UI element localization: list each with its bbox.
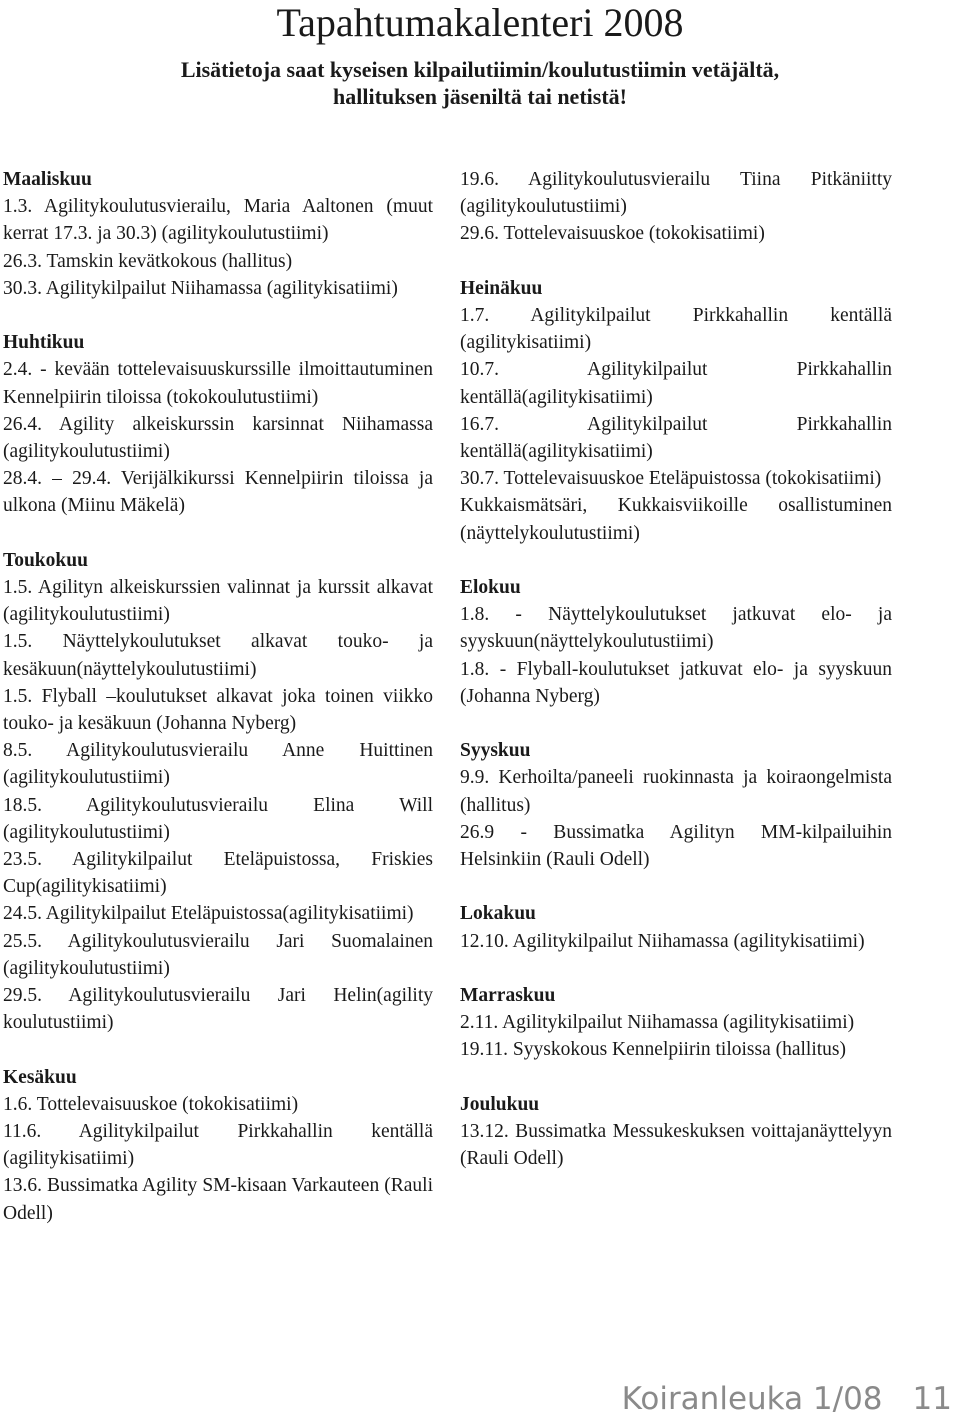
page-title: Tapahtumakalenteri 2008 (276, 0, 684, 45)
event-entry: 30.7. Tottelevaisuuskoe Eteläpuistossa (tokokisatiimi) (460, 468, 882, 490)
event-entry: 18.5. Agilitykoulutusvierailu Elina Will (agilitykoulutustiimi) (3, 794, 433, 843)
event-entry: 12.10. Agilitykilpailut Niihamassa (agilitykisatiimi) (460, 930, 865, 952)
subtitle (40, 56, 920, 110)
month-heading: Huhtikuu (3, 332, 85, 354)
month-section (460, 900, 892, 954)
month-section (3, 1064, 433, 1227)
magazine-name: Koiranleuka 1/08 (621, 1381, 883, 1417)
event-entry: 1.5. Näyttelykoulutukset alkavat touko- ja kesäkuun(näyttelykoulutustiimi) (3, 631, 433, 680)
month-section (3, 166, 433, 302)
event-entry: 1.5. Agilityn alkeiskurssien valinnat ja kurssit alkavat (agilitykoulutustiimi) (3, 577, 433, 626)
event-entry: 26.3. Tamskin kevätkokous (hallitus) (3, 250, 293, 272)
month-heading: Lokakuu (460, 903, 536, 925)
event-entry: 10.7. Agilitykilpailut Pirkkahallin kentällä(agilitykisatiimi) (460, 359, 892, 408)
month-section (460, 574, 892, 710)
event-entry: 1.5. Flyball –koulutukset alkavat joka toinen viikko touko- ja kesäkuun (Johanna Nyberg) (3, 685, 433, 735)
event-entry: 1.8. - Näyttelykoulutukset jatkuvat elo- ja syyskuun(näyttelykoulutustiimi) (460, 604, 892, 653)
month-heading: Elokuu (460, 577, 521, 599)
month-section (3, 329, 433, 519)
event-entry: 1.8. - Flyball-koulutukset jatkuvat elo- ja syyskuun (Johanna Nyberg) (460, 658, 892, 707)
event-entry: 28.4. – 29.4. Verijälkikurssi Kennelpiirin tiloissa ja ulkona (Miinu Mäkelä) (3, 468, 433, 517)
event-entry: 26.9 - Bussimatka Agilityn MM-kilpailuihin Helsinkiin (Rauli Odell) (460, 821, 892, 871)
month-section (460, 166, 892, 248)
event-entry: 26.4. Agility alkeiskurssin karsinnat Niihamassa (agilitykoulutustiimi) (3, 413, 433, 463)
event-entry: 8.5. Agilitykoulutusvierailu Anne Huittinen (agilitykoulutustiimi) (3, 740, 433, 789)
page-number: 11 (912, 1381, 952, 1417)
event-entry: 1.6. Tottelevaisuuskoe (tokokisatiimi) (3, 1093, 299, 1115)
month-heading: Joulukuu (460, 1093, 540, 1115)
event-entry: 13.12. Bussimatka Messukeskuksen voittajanäyttelyyn (Rauli Odell) (460, 1121, 892, 1170)
left-column (3, 166, 433, 1254)
month-section (460, 737, 892, 873)
event-entry: 30.3. Agilitykilpailut Niihamassa (agilitykisatiimi) (3, 277, 398, 299)
month-section (460, 1091, 892, 1173)
footer (622, 1380, 952, 1418)
month-heading: Toukokuu (3, 549, 88, 571)
month-section (460, 982, 892, 1064)
event-entry: 2.4. - kevään tottelevaisuuskurssille ilmoittautuminen Kennelpiirin tiloissa (tokokoulutustiimi) (3, 359, 433, 408)
month-heading: Heinäkuu (460, 277, 543, 299)
event-entry: 25.5. Agilitykoulutusvierailu Jari Suomalainen (agilitykoulutustiimi) (3, 930, 433, 979)
event-entry: 16.7. Agilitykilpailut Pirkkahallin kentällä(agilitykisatiimi) (460, 413, 892, 463)
event-entry: 9.9. Kerhoilta/paneeli ruokinnasta ja koiraongelmista (hallitus) (460, 767, 892, 816)
event-entry: 19.6. Agilitykoulutusvierailu Tiina Pitkäniitty (agilitykoulutustiimi) (460, 169, 892, 218)
event-entry: 2.11. Agilitykilpailut Niihamassa (agilitykisatiimi) (460, 1012, 855, 1034)
event-entry: 29.6. Tottelevaisuuskoe (tokokisatiimi) (460, 223, 765, 245)
month-section (3, 547, 433, 1037)
month-heading: Maaliskuu (3, 169, 92, 190)
event-entry: 24.5. Agilitykilpailut Eteläpuistossa(agilitykisatiimi) (3, 903, 414, 925)
event-entry: 29.5. Agilitykoulutusvierailu Jari Helin(agility koulutustiimi) (3, 985, 433, 1034)
event-entry: 19.11. Syyskokous Kennelpiirin tiloissa (hallitus) (460, 1039, 847, 1061)
month-heading: Syyskuu (460, 740, 531, 762)
subtitle-line: Lisätietoja saat kyseisen kilpailutiimin/koulutustiimin vetäjältä, (180, 57, 780, 82)
event-entry: 1.7. Agilitykilpailut Pirkkahallin kentällä (agilitykisatiimi) (460, 305, 892, 354)
event-entry: 23.5. Agilitykilpailut Eteläpuistossa, Friskies Cup(agilitykisatiimi) (3, 849, 433, 898)
event-entry: Kukkaismätsäri, Kukkaisviikoille osallistuminen (näyttelykoulutustiimi) (460, 495, 892, 544)
subtitle-line: hallituksen jäseniltä tai netistä! (333, 84, 627, 109)
event-entry: 1.3. Agilitykoulutusvierailu, Maria Aaltonen (muut kerrat 17.3. ja 30.3) (agilitykoulutustiimi) (3, 196, 433, 245)
month-heading: Marraskuu (460, 985, 556, 1007)
month-section (460, 275, 892, 547)
right-column (460, 166, 892, 1200)
event-entry: 13.6. Bussimatka Agility SM-kisaan Varkauteen (Rauli Odell) (3, 1175, 433, 1224)
month-heading: Kesäkuu (3, 1066, 77, 1088)
event-entry: 11.6. Agilitykilpailut Pirkkahallin kentällä (agilitykisatiimi) (3, 1121, 433, 1170)
